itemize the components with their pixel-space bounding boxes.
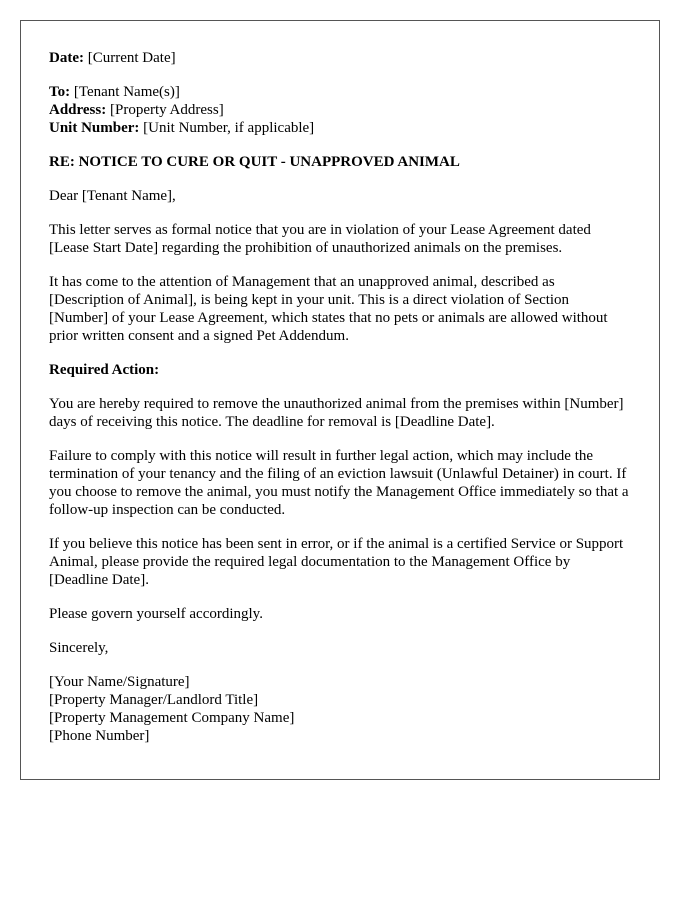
to-line <box>49 83 631 101</box>
signature-title: [Property Manager/Landlord Title] <box>49 692 259 708</box>
recipient-block <box>49 83 631 137</box>
address-line <box>49 101 631 119</box>
paragraph-animal-description: It has come to the attention of Management that an unapproved animal, described as [Description of Animal], is being kept in your unit. This is a direct violation of Section [Number] of your Lease Agreement, which states that no pets or animals are allowed without prior written consent and a signed Pet Addendum. <box>49 274 608 344</box>
letter-page <box>20 20 660 780</box>
date-value: [Current Date] <box>87 50 176 66</box>
signature-phone: [Phone Number] <box>49 728 150 744</box>
paragraph-service-animal: If you believe this notice has been sent in error, or if the animal is a certified Service or Support Animal, please provide the required legal documentation to the Management Office by [Deadline Date]. <box>49 536 624 588</box>
paragraph-govern: Please govern yourself accordingly. <box>49 606 263 622</box>
unit-line <box>49 119 631 137</box>
to-label: To: <box>49 84 71 100</box>
salutation: Dear [Tenant Name], <box>49 188 176 204</box>
signature-company: [Property Management Company Name] <box>49 710 295 726</box>
unit-value: [Unit Number, if applicable] <box>143 120 315 136</box>
unit-label: Unit Number: <box>49 120 140 136</box>
required-action-heading: Required Action: <box>49 362 160 378</box>
paragraph-required-action: You are hereby required to remove the unauthorized animal from the premises within [Number] days of receiving this notice. The deadline for removal is [Deadline Date]. <box>49 396 624 430</box>
paragraph-violation: This letter serves as formal notice that you are in violation of your Lease Agreement dated [Lease Start Date] regarding the prohibition of unauthorized animals on the premises. <box>49 222 591 256</box>
signature-block <box>49 673 631 745</box>
address-value: [Property Address] <box>109 102 224 118</box>
paragraph-consequences: Failure to comply with this notice will result in further legal action, which may include the termination of your tenancy and the filing of an eviction lawsuit (Unlawful Detainer) in court. If you choose to remove the animal, you must notify the Management Office immediately so that a follow-up inspection can be conducted. <box>49 448 629 518</box>
date-line <box>49 49 631 67</box>
to-value: [Tenant Name(s)] <box>73 84 180 100</box>
date-block <box>49 49 631 67</box>
signature-name: [Your Name/Signature] <box>49 674 190 690</box>
date-label: Date: <box>49 50 84 66</box>
closing: Sincerely, <box>49 640 109 656</box>
address-label: Address: <box>49 102 107 118</box>
subject-line: RE: NOTICE TO CURE OR QUIT - UNAPPROVED ANIMAL <box>49 154 460 170</box>
